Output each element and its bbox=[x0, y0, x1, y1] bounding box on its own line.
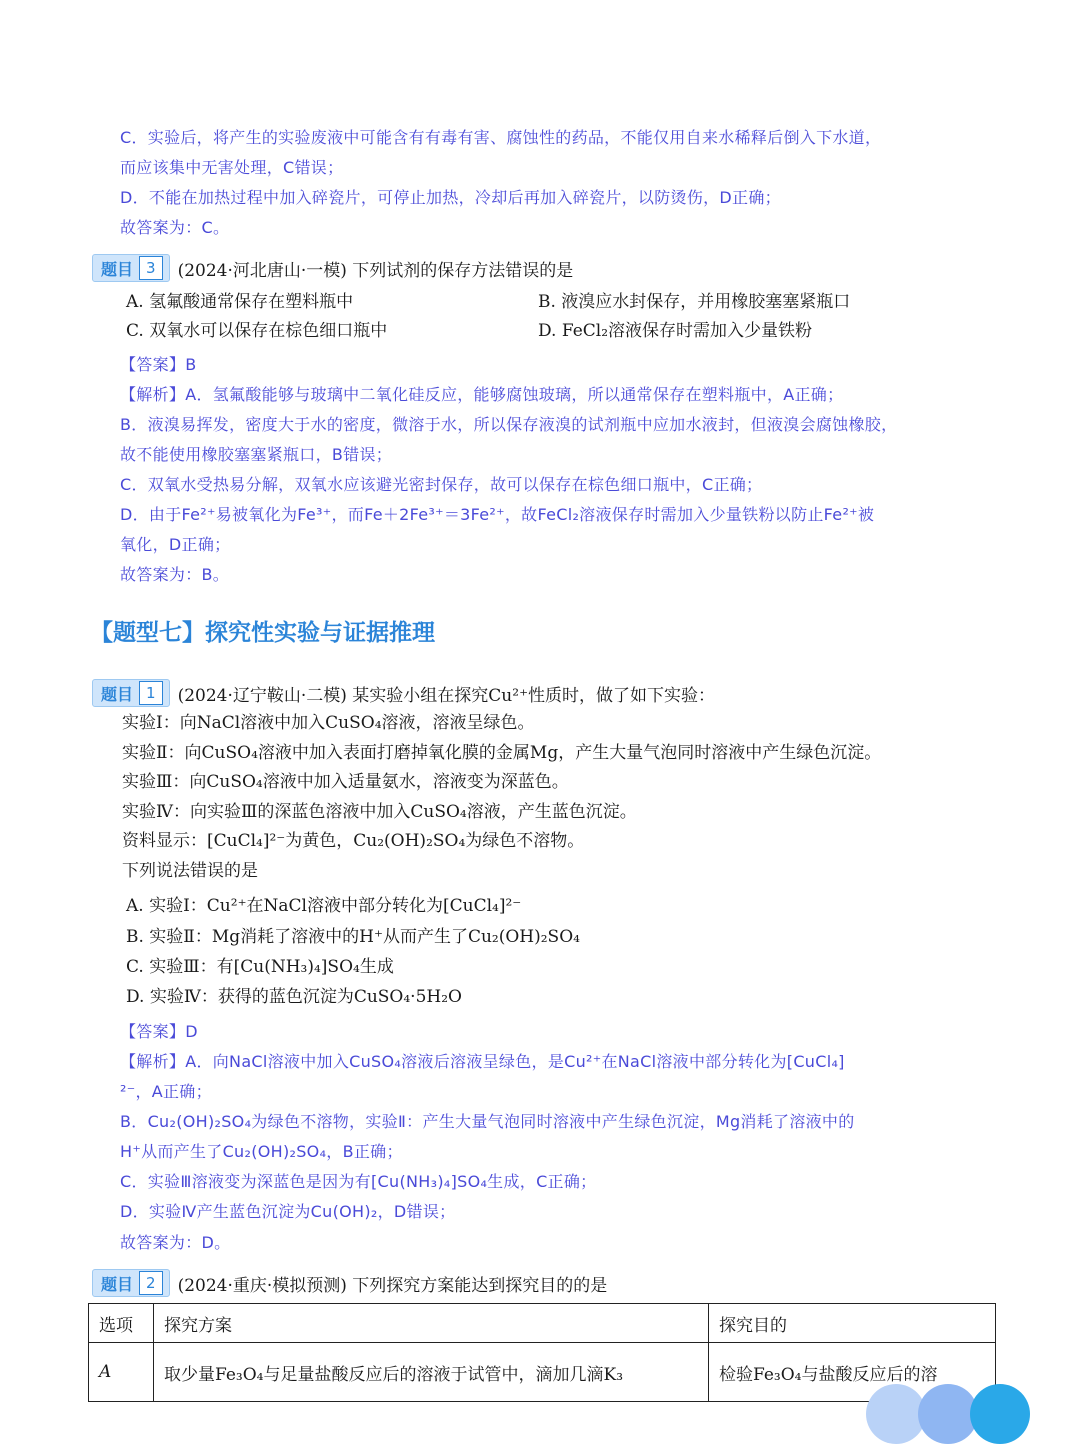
analysis-line: 而应该集中无害处理，C错误； bbox=[120, 158, 344, 177]
question-text: (2024·重庆·模拟预测) 下列探究方案能达到探究目的的是 bbox=[177, 1275, 608, 1296]
analysis-line: C．实验后，将产生的实验废液中可能含有有毒有害、腐蚀性的药品，不能仅用自来水稀释后倒入下水道， bbox=[120, 128, 882, 147]
analysis-line: 故答案为：B。 bbox=[120, 565, 230, 584]
question-body-line: 实验Ⅰ：向NaCl溶液中加入CuSO₄溶液，溶液呈绿色。 bbox=[122, 713, 535, 733]
question-number: 2 bbox=[139, 1271, 163, 1295]
answer-line: 【答案】B bbox=[120, 355, 197, 374]
question-body-line: 资料显示：[CuCl₄]²⁻为黄色，Cu₂(OH)₂SO₄为绿色不溶物。 bbox=[122, 831, 585, 851]
decorative-circle bbox=[918, 1384, 978, 1444]
option-d: D. FeCl₂溶液保存时需加入少量铁粉 bbox=[538, 321, 813, 341]
analysis-line: D．实验Ⅳ产生蓝色沉淀为Cu(OH)₂，D错误； bbox=[120, 1202, 456, 1221]
table-header-cell: 探究目的 bbox=[709, 1304, 996, 1343]
option-b: B. 液溴应水封保存，并用橡胶塞塞紧瓶口 bbox=[538, 292, 851, 312]
question-header bbox=[92, 1269, 607, 1297]
option-a: A. 实验Ⅰ：Cu²⁺在NaCl溶液中部分转化为[CuCl₄]²⁻ bbox=[126, 896, 522, 916]
question-tag bbox=[92, 679, 170, 707]
table-header-row bbox=[89, 1304, 996, 1343]
option-b: B. 实验Ⅱ：Mg消耗了溶液中的H⁺从而产生了Cu₂(OH)₂SO₄ bbox=[126, 927, 580, 947]
analysis-line: H⁺从而产生了Cu₂(OH)₂SO₄，B正确； bbox=[120, 1142, 403, 1161]
table-cell: 检验Fe₃O₄与盐酸反应后的溶 bbox=[709, 1343, 996, 1402]
question-header bbox=[92, 254, 573, 282]
question-body-line: 实验Ⅲ：向CuSO₄溶液中加入适量氨水，溶液变为深蓝色。 bbox=[122, 772, 569, 792]
options-table bbox=[88, 1303, 996, 1402]
question-tag bbox=[92, 1269, 170, 1297]
analysis-line: C．双氧水受热易分解，双氧水应该避光密封保存，故可以保存在棕色细口瓶中，C正确； bbox=[120, 475, 763, 494]
table-header-cell: 选项 bbox=[89, 1304, 154, 1343]
analysis-line: 【解析】A．向NaCl溶液中加入CuSO₄溶液后溶液呈绿色，是Cu²⁺在NaCl溶液中部分转化为[CuCl₄] bbox=[120, 1052, 845, 1071]
answer-line: 【答案】D bbox=[120, 1022, 198, 1041]
analysis-line: 故答案为：C。 bbox=[120, 218, 230, 237]
analysis-line: C．实验Ⅲ溶液变为深蓝色是因为有[Cu(NH₃)₄]SO₄生成，C正确； bbox=[120, 1172, 597, 1191]
option-c: C. 实验Ⅲ：有[Cu(NH₃)₄]SO₄生成 bbox=[126, 957, 394, 977]
question-text: (2024·辽宁鞍山·二模) 某实验小组在探究Cu²⁺性质时，做了如下实验： bbox=[177, 685, 716, 706]
question-text: (2024·河北唐山·一模) 下列试剂的保存方法错误的是 bbox=[177, 260, 574, 281]
table-cell: A bbox=[89, 1343, 154, 1402]
analysis-line: 故不能使用橡胶塞塞紧瓶口，B错误； bbox=[120, 445, 393, 464]
analysis-line: B．Cu₂(OH)₂SO₄为绿色不溶物，实验Ⅱ：产生大量气泡同时溶液中产生绿色沉淀，Mg消耗了溶液中的 bbox=[120, 1112, 855, 1131]
question-body-line: 实验Ⅳ：向实验Ⅲ的深蓝色溶液中加入CuSO₄溶液，产生蓝色沉淀。 bbox=[122, 802, 637, 822]
question-number: 1 bbox=[139, 681, 163, 705]
table-cell: 取少量Fe₃O₄与足量盐酸反应后的溶液于试管中，滴加几滴K₃ bbox=[154, 1343, 709, 1402]
analysis-line: 故答案为：D。 bbox=[120, 1233, 231, 1252]
analysis-line: D．由于Fe²⁺易被氧化为Fe³⁺，而Fe＋2Fe³⁺＝3Fe²⁺，故FeCl₂溶液保存时需加入少量铁粉以防止Fe²⁺被 bbox=[120, 505, 875, 524]
table-header-cell: 探究方案 bbox=[154, 1304, 709, 1343]
analysis-line: 【解析】A．氢氟酸能够与玻璃中二氧化硅反应，能够腐蚀玻璃，所以通常保存在塑料瓶中，A正确； bbox=[120, 385, 844, 404]
question-tag-label: 题目 bbox=[101, 1274, 134, 1294]
decorative-circle bbox=[970, 1384, 1030, 1444]
question-body-line: 下列说法错误的是 bbox=[122, 861, 258, 881]
question-tag bbox=[92, 254, 170, 282]
decorative-circle bbox=[866, 1384, 926, 1444]
section-title: 【题型七】探究性实验与证据推理 bbox=[90, 620, 435, 646]
analysis-line: D．不能在加热过程中加入碎瓷片，可停止加热，冷却后再加入碎瓷片，以防烫伤，D正确； bbox=[120, 188, 781, 207]
analysis-line: 氧化，D正确； bbox=[120, 535, 231, 554]
question-number: 3 bbox=[139, 256, 163, 280]
table-row bbox=[89, 1343, 996, 1402]
analysis-line: ²⁻，A正确； bbox=[120, 1082, 212, 1101]
question-body-line: 实验Ⅱ：向CuSO₄溶液中加入表面打磨掉氧化膜的金属Mg，产生大量气泡同时溶液中产生绿色沉淀。 bbox=[122, 743, 882, 763]
question-tag-label: 题目 bbox=[101, 259, 134, 279]
option-c: C. 双氧水可以保存在棕色细口瓶中 bbox=[126, 321, 388, 341]
question-tag-label: 题目 bbox=[101, 684, 134, 704]
question-header bbox=[92, 679, 715, 707]
option-a: A. 氢氟酸通常保存在塑料瓶中 bbox=[126, 292, 354, 312]
analysis-line: B．液溴易挥发，密度大于水的密度，微溶于水，所以保存液溴的试剂瓶中应加水液封，但液溴会腐蚀橡胶， bbox=[120, 415, 898, 434]
option-d: D. 实验Ⅳ：获得的蓝色沉淀为CuSO₄·5H₂O bbox=[126, 987, 462, 1007]
